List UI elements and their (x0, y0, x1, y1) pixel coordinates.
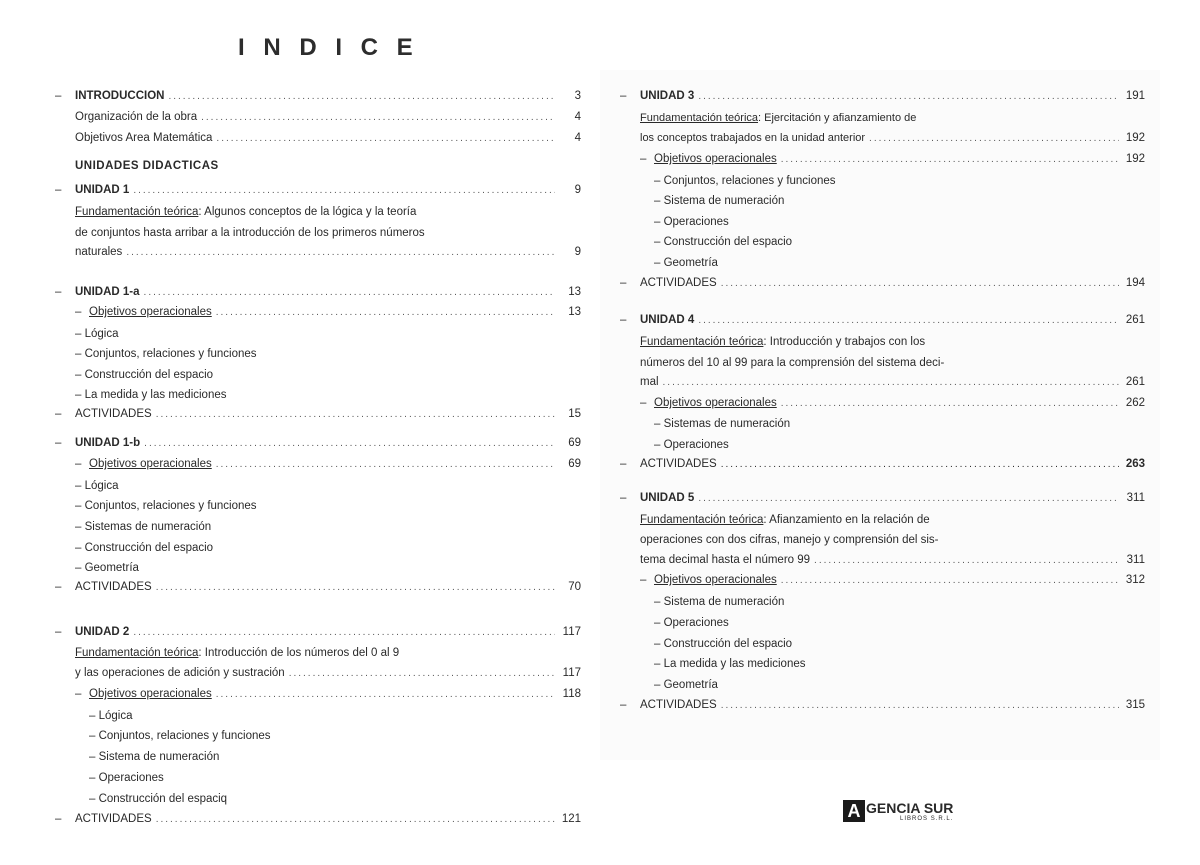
entry-page: 70 (568, 581, 581, 593)
toc-entry-actividades-2 (55, 813, 581, 829)
entry-label: UNIDAD 3 (640, 90, 695, 102)
entry-page: 4 (574, 132, 581, 144)
leader-dots (144, 438, 555, 449)
entry-page: 13 (568, 286, 581, 298)
leader-dots (156, 814, 555, 825)
list-item: – Sistema de numeración (654, 596, 785, 608)
toc-entry-actividades-3 (620, 277, 1145, 293)
fundamentacion-label: Fundamentación teórica (640, 336, 764, 348)
list-item: – La medida y las mediciones (654, 658, 806, 670)
list-item: – Lógica (75, 480, 119, 492)
entry-label: ACTIVIDADES (75, 581, 152, 593)
fundamentacion-text: : Introducción y trabajos con los (763, 336, 926, 348)
entry-dash: – (55, 90, 62, 102)
fundamentacion-line: números del 10 al 99 para la comprensión del sistema deci- (640, 357, 945, 369)
entry-dash: – (620, 492, 627, 504)
entry-page: 4 (574, 111, 581, 123)
list-item: – Conjuntos, relaciones y funciones (75, 500, 257, 512)
leader-dots (156, 409, 555, 420)
toc-entry-unidad-1b (55, 437, 581, 453)
section-heading-unidades: UNIDADES DIDACTICAS (75, 160, 219, 172)
entry-page: 191 (1125, 90, 1145, 102)
leader-dots (289, 668, 555, 679)
toc-entry-fundamentacion-unidad-1 (75, 246, 581, 262)
leader-dots (133, 185, 555, 196)
entry-page: 192 (1125, 132, 1145, 144)
entry-page: 13 (568, 306, 581, 318)
list-item: – Construcción del espacio (654, 236, 793, 248)
entry-page: 311 (1126, 554, 1145, 566)
leader-dots (781, 398, 1119, 409)
entry-page: 262 (1125, 397, 1145, 409)
entry-label: Organización de la obra (75, 111, 198, 123)
entry-page: 9 (574, 184, 581, 196)
leader-dots (814, 555, 1119, 566)
entry-page: 312 (1125, 574, 1145, 586)
entry-dash: – (640, 574, 647, 586)
list-item: – Lógica (75, 328, 119, 340)
publisher-logo (843, 800, 953, 822)
entry-page: 15 (568, 408, 581, 420)
leader-dots (216, 459, 555, 470)
entry-dash: – (75, 458, 82, 470)
leader-dots (144, 287, 555, 298)
entry-page: 117 (562, 667, 581, 679)
list-item: – Sistema de numeración (89, 751, 220, 763)
toc-entry-fundamentacion-unidad-5 (640, 554, 1145, 570)
fundamentacion-label: Fundamentación teórica (640, 112, 759, 124)
toc-entry-objetivos-area (75, 132, 581, 148)
fundamentacion-unidad-5 (640, 514, 930, 526)
toc-entry-fundamentacion-unidad-4 (640, 376, 1145, 392)
entry-label: y las operaciones de adición y sustración (75, 667, 285, 679)
entry-page: 69 (568, 437, 581, 449)
entry-dash: – (55, 286, 62, 298)
list-item: – Sistemas de numeración (75, 521, 212, 533)
entry-dash: – (620, 314, 627, 326)
entry-page: 261 (1125, 376, 1145, 388)
entry-page: 261 (1125, 314, 1145, 326)
list-item: – Construcción del espaciq (89, 793, 228, 805)
toc-entry-unidad-1 (55, 184, 581, 200)
logo-text (866, 800, 953, 822)
fundamentacion-text: : Introducción de los números del 0 al 9 (198, 647, 400, 659)
entry-label: ACTIVIDADES (640, 699, 717, 711)
toc-entry-introduccion (55, 90, 581, 106)
toc-entry-actividades-1b (55, 581, 581, 597)
list-item: – Lógica (89, 710, 133, 722)
fundamentacion-unidad-3 (640, 112, 916, 124)
entry-label: Objetivos operacionales (89, 458, 212, 470)
leader-dots (216, 133, 555, 144)
entry-page: 9 (574, 246, 581, 258)
entry-label: Objetivos operacionales (654, 153, 777, 165)
entry-label: UNIDAD 4 (640, 314, 695, 326)
toc-entry-actividades-4 (620, 458, 1145, 474)
fundamentacion-text: : Afianzamiento en la relación de (763, 514, 930, 526)
logo-sub-text: LIBROS S.R.L. (900, 816, 954, 822)
fundamentacion-line: de conjuntos hasta arribar a la introducción de los primeros números (75, 227, 425, 239)
list-item: – Conjuntos, relaciones y funciones (89, 730, 271, 742)
entry-label: ACTIVIDADES (640, 277, 717, 289)
leader-dots (721, 700, 1119, 711)
fundamentacion-label: Fundamentación teórica (75, 647, 199, 659)
entry-dash: – (55, 626, 62, 638)
leader-dots (216, 307, 555, 318)
leader-dots (201, 112, 555, 123)
list-item: – Sistema de numeración (654, 195, 785, 207)
entry-dash: – (55, 813, 62, 825)
entry-label: UNIDAD 1 (75, 184, 130, 196)
toc-entry-actividades-1a (55, 408, 581, 424)
leader-dots (781, 154, 1119, 165)
list-item: – Construcción del espacio (654, 638, 793, 650)
entry-page: 263 (1125, 458, 1145, 470)
list-item: – La medida y las mediciones (75, 389, 227, 401)
fundamentacion-label: Fundamentación teórica (640, 514, 764, 526)
entry-dash: – (620, 458, 627, 470)
toc-entry-objetivos-1a (75, 306, 581, 322)
leader-dots (133, 627, 555, 638)
logo-mark-icon: A (843, 800, 865, 822)
toc-entry-objetivos-1b (75, 458, 581, 474)
leader-dots (781, 575, 1119, 586)
list-item: – Operaciones (89, 772, 164, 784)
entry-label: ACTIVIDADES (75, 813, 152, 825)
leader-dots (216, 689, 555, 700)
list-item: – Conjuntos, relaciones y funciones (75, 348, 257, 360)
list-item: – Operaciones (654, 216, 729, 228)
fundamentacion-label: Fundamentación teórica (75, 206, 199, 218)
list-item: – Operaciones (654, 617, 729, 629)
fundamentacion-text: : Ejercitación y afianzamiento de (758, 112, 917, 124)
fundamentacion-unidad-2 (75, 647, 399, 659)
leader-dots (698, 91, 1119, 102)
entry-dash: – (620, 277, 627, 289)
entry-dash: – (640, 153, 647, 165)
toc-entry-unidad-4 (620, 314, 1145, 330)
list-item: – Sistemas de numeración (654, 418, 791, 430)
entry-dash: – (75, 306, 82, 318)
toc-entry-organizacion (75, 111, 581, 127)
toc-entry-actividades-5 (620, 699, 1145, 715)
entry-label: UNIDAD 1-b (75, 437, 141, 449)
leader-dots (663, 377, 1119, 388)
entry-dash: – (75, 688, 82, 700)
logo-main-text: GENCIA SUR (866, 800, 954, 816)
toc-entry-objetivos-2 (75, 688, 581, 704)
list-item: – Conjuntos, relaciones y funciones (654, 175, 836, 187)
entry-page: 3 (574, 90, 581, 102)
entry-dash: – (55, 581, 62, 593)
list-item: – Geometría (654, 257, 718, 269)
list-item: – Geometría (75, 562, 139, 574)
entry-label: Objetivos operacionales (654, 397, 777, 409)
entry-page: 69 (568, 458, 581, 470)
leader-dots (126, 247, 555, 258)
entry-dash: – (640, 397, 647, 409)
leader-dots (721, 459, 1119, 470)
entry-dash: – (55, 437, 62, 449)
entry-dash: – (620, 90, 627, 102)
entry-label: los conceptos trabajados en la unidad anterior (640, 132, 866, 144)
list-item: – Construcción del espacio (75, 542, 214, 554)
entry-label: tema decimal hasta el número 99 (640, 554, 811, 566)
leader-dots (156, 582, 555, 593)
entry-dash: – (55, 408, 62, 420)
leader-dots (168, 91, 555, 102)
entry-label: mal (640, 376, 659, 388)
entry-dash: – (620, 699, 627, 711)
entry-page: 311 (1126, 492, 1145, 504)
toc-entry-fundamentacion-unidad-3 (640, 132, 1145, 148)
entry-page: 192 (1125, 153, 1145, 165)
toc-entry-unidad-3 (620, 90, 1145, 106)
right-page-background (600, 70, 1160, 760)
page-title: I N D I C E (238, 34, 419, 61)
fundamentacion-line: operaciones con dos cifras, manejo y comprensión del sis- (640, 534, 939, 546)
leader-dots (721, 278, 1119, 289)
fundamentacion-text: : Algunos conceptos de la lógica y la teoría (198, 206, 417, 218)
fundamentacion-unidad-1 (75, 206, 416, 218)
entry-page: 117 (562, 626, 581, 638)
toc-entry-objetivos-3 (640, 153, 1145, 169)
toc-entry-unidad-1a (55, 286, 581, 302)
entry-label: ACTIVIDADES (75, 408, 152, 420)
fundamentacion-unidad-4 (640, 336, 925, 348)
toc-entry-objetivos-5 (640, 574, 1145, 590)
entry-label: Objetivos operacionales (89, 688, 212, 700)
toc-entry-fundamentacion-unidad-2 (75, 667, 581, 683)
entry-page: 315 (1125, 699, 1145, 711)
list-item: – Construcción del espacio (75, 369, 214, 381)
entry-dash: – (55, 184, 62, 196)
entry-label: Objetivos operacionales (89, 306, 212, 318)
entry-page: 194 (1125, 277, 1145, 289)
entry-label: naturales (75, 246, 123, 258)
list-item: – Geometría (654, 679, 718, 691)
leader-dots (698, 315, 1119, 326)
leader-dots (698, 493, 1119, 504)
toc-entry-objetivos-4 (640, 397, 1145, 413)
entry-label: INTRODUCCION (75, 90, 165, 102)
entry-page: 121 (561, 813, 581, 825)
entry-label: UNIDAD 5 (640, 492, 695, 504)
toc-entry-unidad-2 (55, 626, 581, 642)
entry-label: ACTIVIDADES (640, 458, 717, 470)
entry-label: Objetivos Area Matemática (75, 132, 213, 144)
entry-page: 118 (562, 688, 581, 700)
entry-label: UNIDAD 1-a (75, 286, 140, 298)
toc-entry-unidad-5 (620, 492, 1145, 508)
list-item: – Operaciones (654, 439, 729, 451)
leader-dots (869, 133, 1119, 144)
entry-label: UNIDAD 2 (75, 626, 130, 638)
entry-label: Objetivos operacionales (654, 574, 777, 586)
